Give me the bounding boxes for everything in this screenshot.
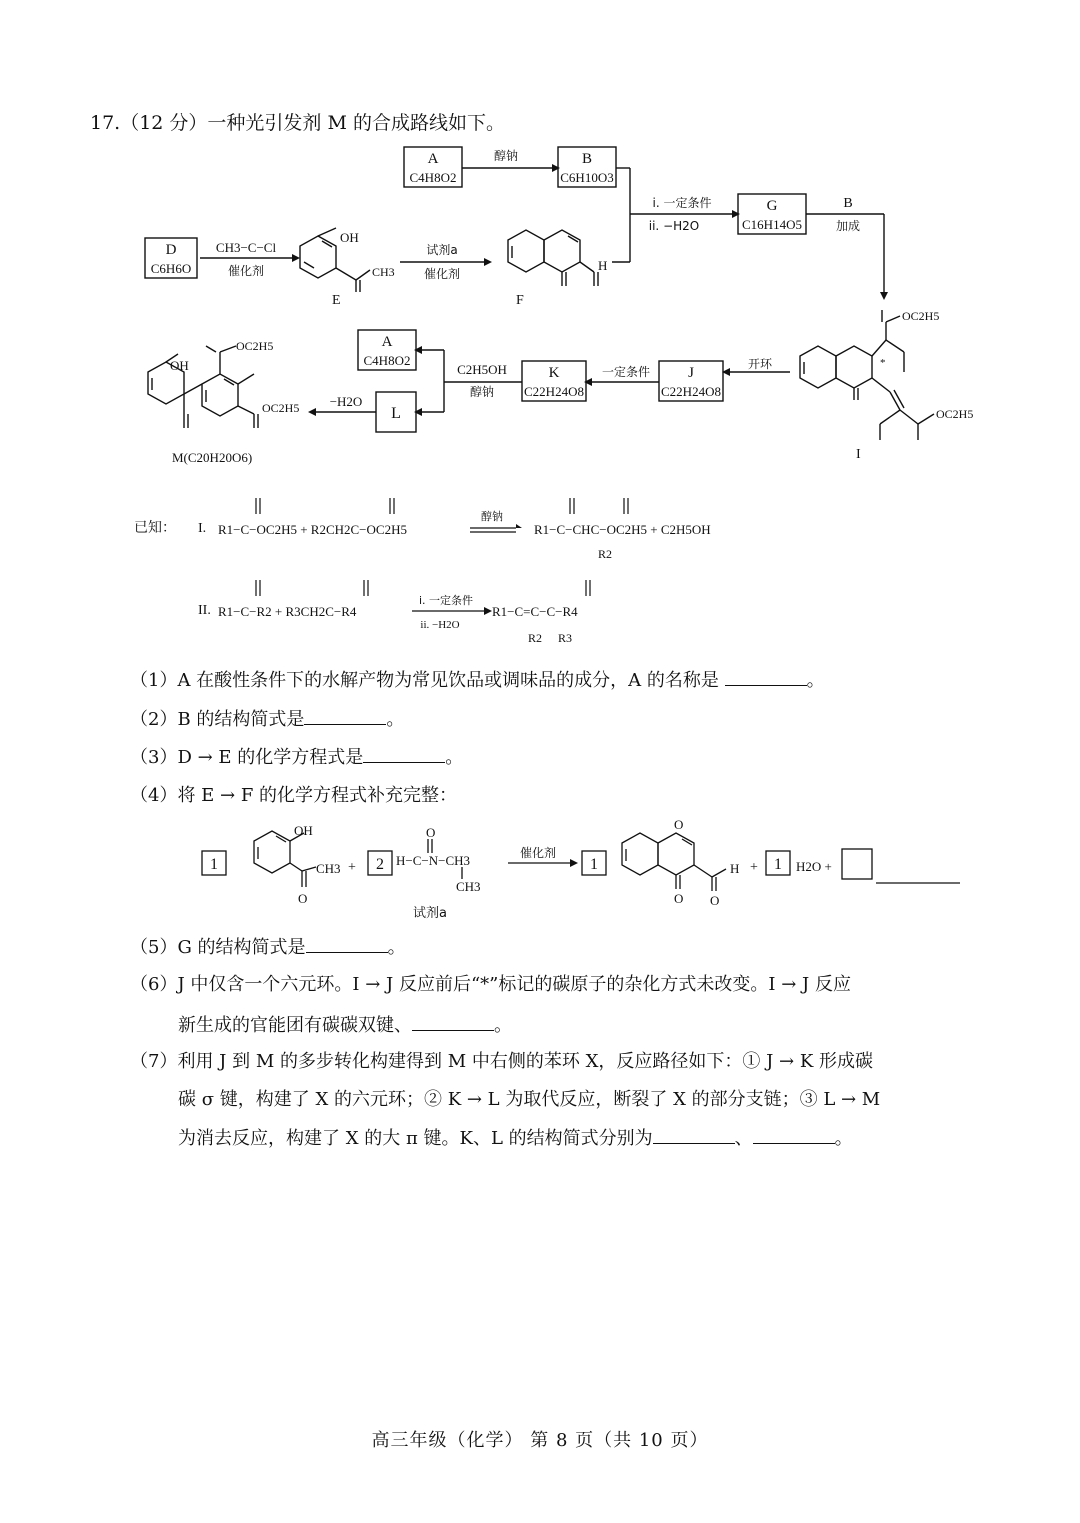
known-r2-sub1: R2 xyxy=(528,631,543,645)
answer-blank-2[interactable] xyxy=(304,708,386,725)
box-j-label: J xyxy=(688,365,694,381)
eq-plus-1: + xyxy=(348,860,356,875)
eq-o-1: O xyxy=(298,891,308,906)
answer-blank-3[interactable] xyxy=(363,746,445,763)
eq-o-3: O xyxy=(674,891,684,906)
eq-plus-2: + xyxy=(750,860,758,875)
synthesis-scheme xyxy=(0,0,1080,680)
box-a2-label: A xyxy=(381,334,393,350)
subquestion-1: （1）A 在酸性条件下的水解产物为常见饮品或调味品的成分，A 的名称是 。 xyxy=(130,670,825,691)
arrow-lm: −H2O xyxy=(329,394,363,409)
label-f: F xyxy=(516,293,524,308)
arrow-de-cat: 催化剂 xyxy=(227,264,265,278)
coef-4: 1 xyxy=(774,856,782,873)
eq-o-ring: O xyxy=(674,817,684,832)
arrow-ef-bottom: 催化剂 xyxy=(423,267,461,281)
known-r1-left: R1−C−OC2H5 + R2CH2C−OC2H5 xyxy=(218,522,407,537)
subquestion-6: （6）J 中仅含一个六元环。I → J 反应前后“*”标记的碳原子的杂化方式未改变。I → J 反应 xyxy=(130,974,851,995)
i-star: * xyxy=(880,357,886,369)
box-k-label: K xyxy=(548,365,560,381)
answer-blank-5[interactable] xyxy=(306,936,388,953)
known-r1-sub: R2 xyxy=(598,547,613,561)
coef-3: 1 xyxy=(590,856,598,873)
answer-blank-7a[interactable] xyxy=(653,1127,735,1144)
subquestion-6-cont: 新生成的官能团有碳碳双键、 。 xyxy=(178,1015,512,1036)
arrow-kl-top: C2H5OH xyxy=(457,362,507,377)
subquestion-2: （2）B 的结构简式是 。 xyxy=(130,709,405,730)
eq-reagent-label: 试剂a xyxy=(413,906,447,921)
known-r2-right: R1−C=C−C−R4 xyxy=(492,604,578,619)
arrow-gi-top: B xyxy=(843,196,853,211)
box-l-label: L xyxy=(391,405,401,422)
box-k-formula: C22H24O8 xyxy=(524,384,584,399)
known-r2-cond1: i. 一定条件 xyxy=(418,594,474,607)
known-r1-right: R1−C−CHC−OC2H5 + C2H5OH xyxy=(534,522,711,537)
coef-1: 1 xyxy=(210,856,218,873)
eq-ch3: CH3 xyxy=(316,861,341,876)
m-oc2h5-top: OC2H5 xyxy=(236,339,274,353)
box-d-formula: C6H6O xyxy=(150,261,192,276)
known-r2-label: II. xyxy=(198,603,211,618)
known-intro: 已知： xyxy=(134,520,176,536)
f-h: H xyxy=(598,258,608,273)
box-b-label: B xyxy=(581,151,593,167)
known-r2-left: R1−C−R2 + R3CH2C−R4 xyxy=(218,604,357,619)
e-ch3: CH3 xyxy=(372,265,395,279)
box-a2-formula: C4H8O2 xyxy=(363,353,411,368)
equation-4 xyxy=(0,815,1080,925)
subquestion-7: （7）利用 J 到 M 的多步转化构建得到 M 中右侧的苯环 X，反应路径如下：① J → K 形成碳 xyxy=(130,1051,874,1072)
label-e: E xyxy=(332,293,341,308)
known-r2-sub2: R3 xyxy=(558,631,573,645)
eq-reagent-sub: CH3 xyxy=(456,879,481,894)
box-a-label: A xyxy=(427,151,439,167)
question-title: 17.（12 分）一种光引发剂 M 的合成路线如下。 xyxy=(90,112,505,134)
eq-water: H2O + xyxy=(796,859,832,874)
eq-h: H xyxy=(730,861,740,876)
eq-o-4: O xyxy=(710,893,720,908)
subquestion-5: （5）G 的结构简式是 。 xyxy=(130,937,406,958)
known-r1-label: I. xyxy=(198,521,207,536)
coef-2: 2 xyxy=(376,856,384,873)
box-b-formula: C6H10O3 xyxy=(560,170,614,185)
label-m: M(C20H20O6) xyxy=(172,450,253,465)
box-g-label: G xyxy=(766,198,778,214)
page-footer: 高三年级（化学） 第 8 页（共 10 页） xyxy=(371,1430,709,1451)
box-g-formula: C16H14O5 xyxy=(742,217,802,232)
m-oc2h5-bottom: OC2H5 xyxy=(262,401,300,415)
answer-blank-1[interactable] xyxy=(725,669,807,686)
box-a-formula: C4H8O2 xyxy=(409,170,457,185)
arrow-kl-bottom: 醇钠 xyxy=(469,385,495,399)
arrow-ab-label: 醇钠 xyxy=(493,149,519,163)
eq-catalyst: 催化剂 xyxy=(519,846,557,860)
e-oh: OH xyxy=(340,230,359,245)
eq-oh: OH xyxy=(294,823,313,838)
subquestion-7-cont1: 碳 σ 键，构建了 X 的六元环；② K → L 为取代反应，断裂了 X 的部分支链；③ L → M xyxy=(178,1089,881,1110)
arrow-de-reagent: CH3−C−Cl xyxy=(215,240,277,255)
arrow-ef-top: 试剂a xyxy=(426,243,458,257)
arrow-g-cond1: i. 一定条件 xyxy=(652,196,712,210)
subquestion-3: （3）D → E 的化学方程式是 。 xyxy=(130,747,464,768)
answer-blank-7b[interactable] xyxy=(753,1127,835,1144)
arrow-gi-bottom: 加成 xyxy=(835,219,861,233)
known-r1-cond: 醇钠 xyxy=(481,510,503,523)
arrow-jk: 一定条件 xyxy=(601,365,651,379)
i-oc2h5-bottom: OC2H5 xyxy=(936,407,974,421)
arrow-g-cond2: ii. −H2O xyxy=(648,219,700,233)
known-r2-cond2: ii. −H2O xyxy=(420,619,460,631)
arrow-ij: 开环 xyxy=(747,357,773,371)
blank-product-box xyxy=(842,849,872,879)
eq-reagent: H−C−N−CH3 xyxy=(396,853,471,868)
eq-o-2: O xyxy=(426,825,436,840)
box-d-label: D xyxy=(165,242,177,258)
m-oh: OH xyxy=(170,358,189,373)
subquestion-4: （4）将 E → F 的化学方程式补充完整： xyxy=(130,785,458,806)
i-oc2h5-top: OC2H5 xyxy=(902,309,940,323)
answer-blank-6[interactable] xyxy=(412,1014,494,1031)
subquestion-7-cont2: 为消去反应，构建了 X 的大 π 键。K、L 的结构简式分别为 、 。 xyxy=(178,1128,853,1149)
label-i: I xyxy=(856,447,861,462)
box-j-formula: C22H24O8 xyxy=(661,384,721,399)
